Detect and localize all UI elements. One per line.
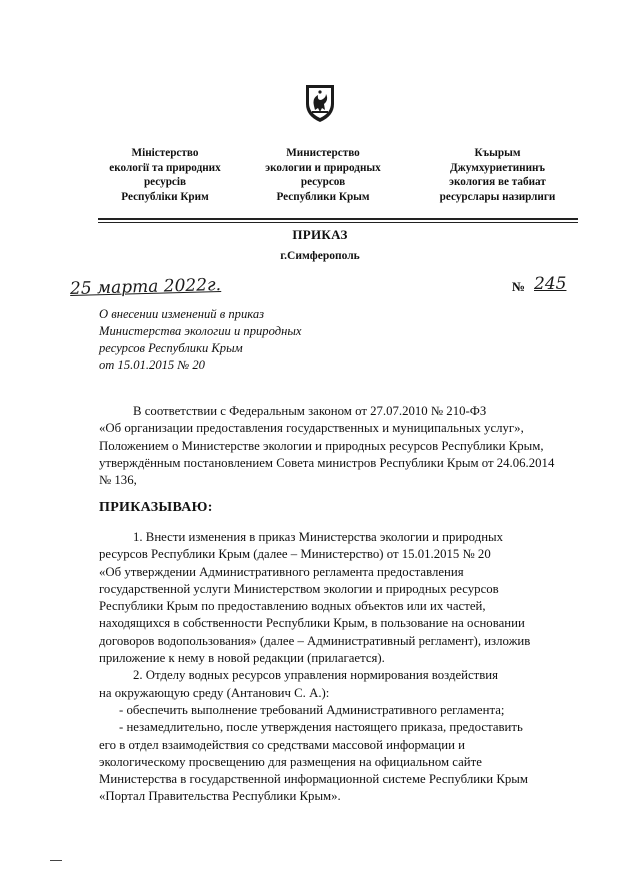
paragraph-line: Положением о Министерстве экологии и природных ресурсов Республики Крым, (99, 438, 544, 453)
item-line: 1. Внести изменения в приказ Министерства экологии и природных (133, 530, 504, 544)
paragraph-line: «Об организации предоставления государственных и муниципальных услуг», (99, 421, 524, 436)
paragraph-line: В соответствии с Федеральным законом от 27.07.2010 № 210-ФЗ (133, 404, 487, 418)
order-subject (99, 306, 419, 374)
item-line: «Об утверждении Административного регламента предоставления (99, 564, 464, 579)
item-line: ресурсов Республики Крым (далее – Министерство) от 15.01.2015 № 20 (99, 547, 491, 562)
item-line: на окружающую среду (Антанович С. А.): (99, 685, 330, 700)
document-title: ПРИКАЗ (292, 227, 348, 242)
item-line: договоров водопользования» (далее – Административный регламент), изложив (99, 633, 531, 648)
header-line: ресурслары назирлиги (439, 190, 556, 203)
item-line: государственной услуги Министерством экологии и природных ресурсов (99, 581, 499, 596)
item-line: - незамедлительно, после утверждения настоящего приказа, предоставить (119, 720, 523, 735)
header-line: Республіки Крим (121, 190, 209, 203)
paragraph-line: № 136, (99, 473, 137, 488)
paragraph-line: утверждённым постановлением Совета министров Республики Крым от 24.06.2014 (99, 455, 555, 470)
header-divider-thin (98, 222, 578, 223)
item-line: Министерства в государственной информационной системе Республики Крым (99, 772, 528, 787)
order-items (99, 529, 580, 806)
order-directive-heading: ПРИКАЗЫВАЮ: (99, 500, 213, 515)
item-line: 2. Отделу водных ресурсов управления нормирования воздействия (133, 668, 499, 683)
footer-mark (50, 860, 62, 861)
header-line: Республики Крым (276, 190, 370, 203)
item-line: Республики Крым по предоставлению водных объектов или их частей, (99, 599, 486, 614)
header-divider-thick (98, 218, 578, 220)
crimea-coat-of-arms-icon (302, 82, 338, 124)
header-line: экологии и природных (265, 161, 381, 174)
header-line: Къырым (474, 147, 521, 159)
handwritten-date: 25 марта 2022г. (69, 275, 222, 299)
item-line: находящихся в собственности Республики Крым, в пользование на основании (99, 616, 525, 631)
item-line: «Портал Правительства Республики Крым». (99, 789, 341, 804)
item-line: экологическому просвещению для размещения на официальном сайте (99, 754, 482, 769)
header-line: Джумхуриетининъ (449, 161, 546, 174)
item-line: - обеспечить выполнение требований Административного регламента; (119, 702, 505, 717)
handwritten-order-number: 245 (534, 274, 567, 294)
preamble-paragraph (99, 403, 580, 489)
header-line: экология ве табиат (449, 176, 546, 188)
document-city: г.Симферополь (280, 250, 360, 262)
header-line: ресурсів (143, 176, 187, 188)
item-line: его в отдел взаимодействия со средствами массовой информации и (99, 737, 465, 752)
header-ministry-russian (253, 146, 393, 204)
item-line: приложение к нему в новой редакции (прилагается). (99, 651, 385, 666)
header-ministry-ukrainian (100, 146, 230, 204)
subject-line: Министерства экологии и природных (99, 324, 302, 338)
subject-line: О внесении изменений в приказ (99, 307, 265, 321)
subject-line: от 15.01.2015 № 20 (99, 358, 205, 372)
header-line: Министерство (286, 147, 360, 159)
order-number-label: № (512, 279, 526, 294)
header-line: Міністерство (131, 147, 199, 159)
header-line: екології та природних (109, 161, 221, 174)
header-ministry-crimean-tatar (420, 146, 575, 204)
header-line: ресурсов (300, 176, 346, 188)
subject-line: ресурсов Республики Крым (99, 341, 243, 355)
